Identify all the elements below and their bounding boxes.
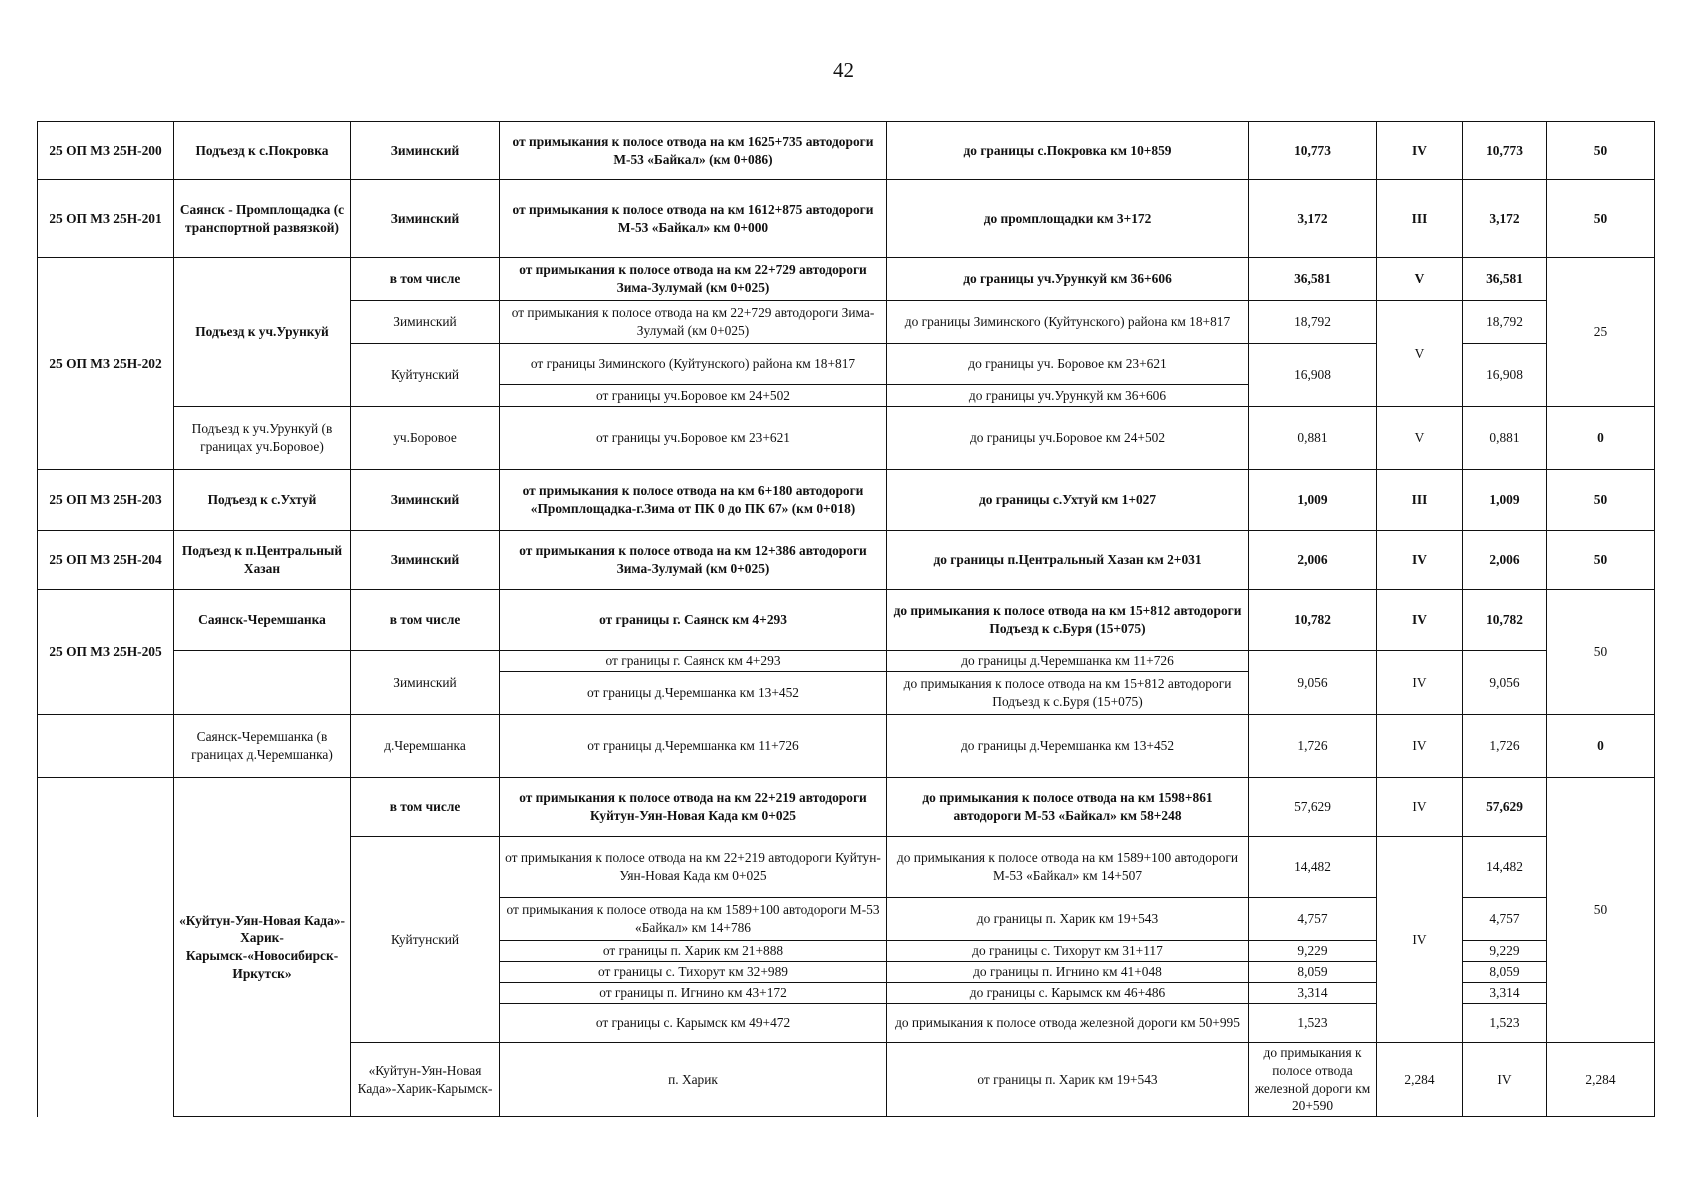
road-category: IV bbox=[1377, 837, 1463, 1043]
road-category: IV bbox=[1377, 778, 1463, 837]
length-km: 9,056 bbox=[1249, 651, 1377, 715]
length-km: 1,726 bbox=[1249, 715, 1377, 778]
road-code-empty bbox=[38, 778, 174, 1117]
percent: 50 bbox=[1547, 180, 1655, 258]
road-category: IV bbox=[1377, 715, 1463, 778]
segment-end: до границы уч.Боровое км 24+502 bbox=[887, 407, 1249, 470]
district: Зиминский bbox=[351, 122, 500, 180]
percent: 50 bbox=[1547, 470, 1655, 531]
length-km-2: 4,757 bbox=[1463, 898, 1547, 941]
segment-start: от границы уч.Боровое км 24+502 bbox=[500, 385, 887, 407]
road-category: V bbox=[1377, 258, 1463, 301]
length-km-2: 1,523 bbox=[1463, 1004, 1547, 1043]
road-category: IV bbox=[1377, 590, 1463, 651]
district: в том числе bbox=[351, 590, 500, 651]
roads-table-container bbox=[37, 121, 1654, 1114]
length-km: 2,006 bbox=[1249, 531, 1377, 590]
district: Зиминский bbox=[351, 301, 500, 344]
road-category: IV bbox=[1377, 122, 1463, 180]
segment-start: от примыкания к полосе отвода на км 1612+875 автодороги М-53 «Байкал» км 0+000 bbox=[500, 180, 887, 258]
segment-start: от примыкания к полосе отвода на км 12+386 автодороги Зима-Зулумай (км 0+025) bbox=[500, 531, 887, 590]
segment-start: от границы д.Черемшанка км 11+726 bbox=[500, 715, 887, 778]
length-km-2: 8,059 bbox=[1463, 962, 1547, 983]
length-km: 14,482 bbox=[1249, 837, 1377, 898]
district: Зиминский bbox=[351, 180, 500, 258]
segment-end: до границы уч.Урункуй км 36+606 bbox=[887, 258, 1249, 301]
road-category: V bbox=[1377, 407, 1463, 470]
road-name: «Куйтун-Уян-Новая Када»-Харик-Карымск- bbox=[351, 1043, 500, 1117]
segment-end: до границы уч. Боровое км 23+621 bbox=[887, 344, 1249, 385]
road-category: IV bbox=[1377, 651, 1463, 715]
segment-end: до примыкания к полосе отвода на км 15+812 автодороги Подъезд к с.Буря (15+075) bbox=[887, 672, 1249, 715]
segment-end: до границы уч.Урункуй км 36+606 bbox=[887, 385, 1249, 407]
segment-start: от границы п. Игнино км 43+172 bbox=[500, 983, 887, 1004]
segment-start: от границы уч.Боровое км 23+621 bbox=[500, 407, 887, 470]
table-row bbox=[38, 531, 1655, 590]
segment-start: от границы д.Черемшанка км 13+452 bbox=[500, 672, 887, 715]
road-code: 25 ОП МЗ 25Н-205 bbox=[38, 590, 174, 715]
segment-end: до границы с.Ухтуй км 1+027 bbox=[887, 470, 1249, 531]
length-km-2: 3,314 bbox=[1463, 983, 1547, 1004]
road-code: 25 ОП МЗ 25Н-203 bbox=[38, 470, 174, 531]
road-name-empty bbox=[174, 651, 351, 715]
segment-start: от примыкания к полосе отвода на км 22+729 автодороги Зима-Зулумай (км 0+025) bbox=[500, 301, 887, 344]
segment-end: до границы д.Черемшанка км 11+726 bbox=[887, 651, 1249, 672]
length-km-2: 9,229 bbox=[1463, 941, 1547, 962]
segment-start: от примыкания к полосе отвода на км 22+219 автодороги Куйтун-Уян-Новая Када км 0+025 bbox=[500, 778, 887, 837]
table-row bbox=[38, 651, 1655, 672]
length-km-2: 2,006 bbox=[1463, 531, 1547, 590]
segment-start: от примыкания к полосе отвода на км 22+219 автодороги Куйтун-Уян-Новая Када км 0+025 bbox=[500, 837, 887, 898]
length-km-2: 18,792 bbox=[1463, 301, 1547, 344]
length-km-2: 2,284 bbox=[1547, 1043, 1655, 1117]
length-km: 1,523 bbox=[1249, 1004, 1377, 1043]
segment-start: от примыкания к полосе отвода на км 22+729 автодороги Зима-Зулумай (км 0+025) bbox=[500, 258, 887, 301]
table-row bbox=[38, 180, 1655, 258]
length-km: 18,792 bbox=[1249, 301, 1377, 344]
length-km: 3,314 bbox=[1249, 983, 1377, 1004]
length-km: 3,172 bbox=[1249, 180, 1377, 258]
district: д.Черемшанка bbox=[351, 715, 500, 778]
road-code: 25 ОП МЗ 25Н-204 bbox=[38, 531, 174, 590]
segment-end: до границы п. Харик км 19+543 bbox=[887, 898, 1249, 941]
segment-end: до примыкания к полосе отвода на км 1589+100 автодороги М-53 «Байкал» км 14+507 bbox=[887, 837, 1249, 898]
road-name: Подъезд к с.Покровка bbox=[174, 122, 351, 180]
road-category: III bbox=[1377, 470, 1463, 531]
road-category: IV bbox=[1463, 1043, 1547, 1117]
percent: 50 bbox=[1547, 778, 1655, 1043]
length-km: 8,059 bbox=[1249, 962, 1377, 983]
length-km-2: 1,009 bbox=[1463, 470, 1547, 531]
length-km-2: 1,726 bbox=[1463, 715, 1547, 778]
segment-end: до границы д.Черемшанка км 13+452 bbox=[887, 715, 1249, 778]
length-km-2: 9,056 bbox=[1463, 651, 1547, 715]
page-number: 42 bbox=[833, 58, 854, 82]
road-name: Саянск - Промплощадка (с транспортной развязкой) bbox=[174, 180, 351, 258]
table-row bbox=[38, 122, 1655, 180]
segment-end: до границы Зиминского (Куйтунского) района км 18+817 bbox=[887, 301, 1249, 344]
road-category: IV bbox=[1377, 531, 1463, 590]
percent: 0 bbox=[1547, 715, 1655, 778]
segment-end: до примыкания к полосе отвода на км 1598+861 автодороги М-53 «Байкал» км 58+248 bbox=[887, 778, 1249, 837]
segment-end: до границы с. Карымск км 46+486 bbox=[887, 983, 1249, 1004]
district: Зиминский bbox=[351, 470, 500, 531]
district: Зиминский bbox=[351, 531, 500, 590]
table-row bbox=[38, 778, 1655, 837]
segment-end: до границы п.Центральный Хазан км 2+031 bbox=[887, 531, 1249, 590]
district: п. Харик bbox=[500, 1043, 887, 1117]
length-km-2: 16,908 bbox=[1463, 344, 1547, 407]
road-name: Саянск-Черемшанка bbox=[174, 590, 351, 651]
segment-end: до примыкания к полосе отвода железной дороги км 20+590 bbox=[1249, 1043, 1377, 1117]
length-km: 9,229 bbox=[1249, 941, 1377, 962]
segment-start: от примыкания к полосе отвода на км 1589+100 автодороги М-53 «Байкал» км 14+786 bbox=[500, 898, 887, 941]
length-km: 10,782 bbox=[1249, 590, 1377, 651]
length-km: 36,581 bbox=[1249, 258, 1377, 301]
road-name: Подъезд к уч.Урункуй bbox=[174, 258, 351, 407]
table-row bbox=[38, 590, 1655, 651]
segment-end: до примыкания к полосе отвода железной дороги км 50+995 bbox=[887, 1004, 1249, 1043]
length-km-2: 10,773 bbox=[1463, 122, 1547, 180]
length-km: 57,629 bbox=[1249, 778, 1377, 837]
segment-start: от границы п. Харик км 19+543 bbox=[887, 1043, 1249, 1117]
length-km-2: 36,581 bbox=[1463, 258, 1547, 301]
length-km: 2,284 bbox=[1377, 1043, 1463, 1117]
percent: 0 bbox=[1547, 407, 1655, 470]
length-km-2: 3,172 bbox=[1463, 180, 1547, 258]
road-code: 25 ОП МЗ 25Н-202 bbox=[38, 258, 174, 470]
district: Куйтунский bbox=[351, 344, 500, 407]
segment-end: до границы с.Покровка км 10+859 bbox=[887, 122, 1249, 180]
road-code: 25 ОП МЗ 25Н-201 bbox=[38, 180, 174, 258]
district: в том числе bbox=[351, 778, 500, 837]
segment-start: от примыкания к полосе отвода на км 6+180 автодороги «Промплощадка-г.Зима от ПК 0 до ПК 67» (км 0+018) bbox=[500, 470, 887, 531]
road-name: «Куйтун-Уян-Новая Када»-Харик-Карымск-«Новосибирск-Иркутск» bbox=[174, 778, 351, 1117]
segment-start: от границы с. Карымск км 49+472 bbox=[500, 1004, 887, 1043]
length-km-2: 57,629 bbox=[1463, 778, 1547, 837]
length-km: 4,757 bbox=[1249, 898, 1377, 941]
length-km: 1,009 bbox=[1249, 470, 1377, 531]
segment-start: от границы г. Саянск км 4+293 bbox=[500, 590, 887, 651]
segment-start: от границы г. Саянск км 4+293 bbox=[500, 651, 887, 672]
district: в том числе bbox=[351, 258, 500, 301]
percent: 50 bbox=[1547, 590, 1655, 715]
road-name: Подъезд к п.Центральный Хазан bbox=[174, 531, 351, 590]
length-km: 16,908 bbox=[1249, 344, 1377, 407]
percent: 25 bbox=[1547, 258, 1655, 407]
district: уч.Боровое bbox=[351, 407, 500, 470]
road-name: Подъезд к уч.Урункуй (в границах уч.Боровое) bbox=[174, 407, 351, 470]
road-name: Подъезд к с.Ухтуй bbox=[174, 470, 351, 531]
table-row bbox=[38, 258, 1655, 301]
length-km-2: 14,482 bbox=[1463, 837, 1547, 898]
segment-end: до границы п. Игнино км 41+048 bbox=[887, 962, 1249, 983]
table-row bbox=[38, 470, 1655, 531]
road-code-empty bbox=[38, 715, 174, 778]
table-row bbox=[38, 715, 1655, 778]
segment-start: от примыкания к полосе отвода на км 1625+735 автодороги М-53 «Байкал» (км 0+086) bbox=[500, 122, 887, 180]
roads-table bbox=[37, 121, 1655, 1117]
length-km-2: 10,782 bbox=[1463, 590, 1547, 651]
segment-end: до примыкания к полосе отвода на км 15+812 автодороги Подъезд к с.Буря (15+075) bbox=[887, 590, 1249, 651]
segment-end: до промплощадки км 3+172 bbox=[887, 180, 1249, 258]
district: Куйтунский bbox=[351, 837, 500, 1043]
district: Зиминский bbox=[351, 651, 500, 715]
table-row bbox=[38, 407, 1655, 470]
length-km-2: 0,881 bbox=[1463, 407, 1547, 470]
road-category: III bbox=[1377, 180, 1463, 258]
road-name: Саянск-Черемшанка (в границах д.Черемшанка) bbox=[174, 715, 351, 778]
percent: 50 bbox=[1547, 122, 1655, 180]
road-code: 25 ОП МЗ 25Н-200 bbox=[38, 122, 174, 180]
road-category: V bbox=[1377, 301, 1463, 407]
segment-end: до границы с. Тихорут км 31+117 bbox=[887, 941, 1249, 962]
percent: 50 bbox=[1547, 531, 1655, 590]
segment-start: от границы п. Харик км 21+888 bbox=[500, 941, 887, 962]
length-km: 0,881 bbox=[1249, 407, 1377, 470]
segment-start: от границы Зиминского (Куйтунского) района км 18+817 bbox=[500, 344, 887, 385]
segment-start: от границы с. Тихорут км 32+989 bbox=[500, 962, 887, 983]
length-km: 10,773 bbox=[1249, 122, 1377, 180]
